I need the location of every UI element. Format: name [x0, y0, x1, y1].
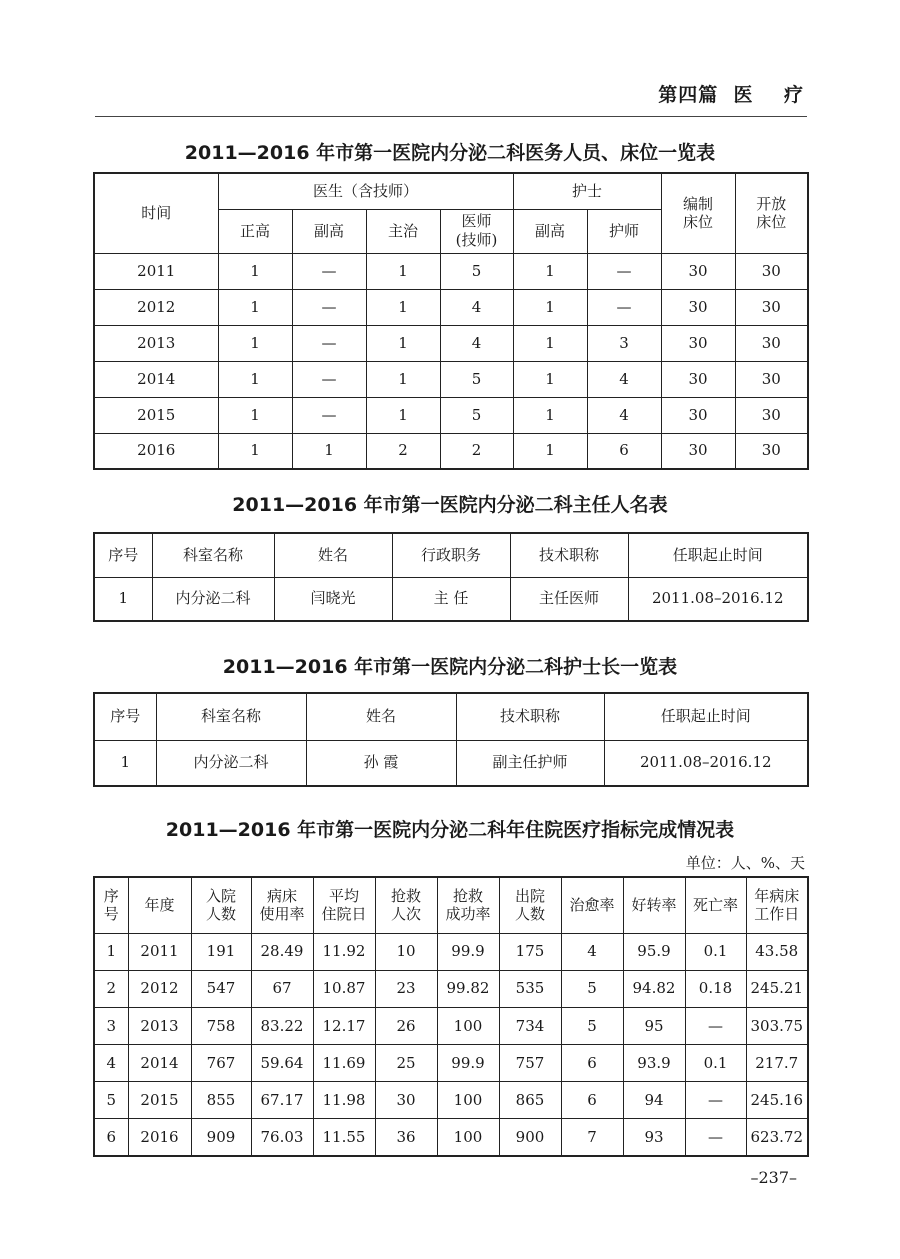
header-cell: 病床 使用率 [251, 877, 313, 933]
table-cell: 0.1 [685, 933, 746, 970]
table-row [94, 289, 808, 325]
subheader-cell: 副高 [292, 209, 366, 253]
table-cell: 26 [375, 1007, 437, 1044]
table-cell: 1 [366, 253, 440, 289]
table2-title: 2011—2016 年市第一医院内分泌二科主任人名表 [232, 494, 668, 516]
table-cell: 4 [94, 1044, 128, 1081]
table-cell: 909 [191, 1119, 251, 1156]
table-cell: 10 [375, 933, 437, 970]
table-cell: 10.87 [313, 970, 375, 1007]
header-cell: 任职起止时间 [604, 693, 808, 740]
table-cell: 2011 [128, 933, 191, 970]
table-cell: 6 [561, 1082, 623, 1119]
table-row [94, 433, 808, 469]
table-cell: 30 [735, 253, 808, 289]
table-row [94, 1082, 808, 1119]
table-cell: 59.64 [251, 1044, 313, 1081]
head-nurse-table [93, 692, 809, 787]
header-cell: 科室名称 [156, 693, 306, 740]
table-cell: 175 [499, 933, 561, 970]
table-cell: 3 [587, 325, 661, 361]
table-cell: 2 [440, 433, 513, 469]
table-cell: 43.58 [746, 933, 808, 970]
table-cell: 1 [513, 361, 587, 397]
table-cell: 67.17 [251, 1082, 313, 1119]
table-cell: 4 [561, 933, 623, 970]
table-cell: 25 [375, 1044, 437, 1081]
table-cell: 2013 [94, 325, 218, 361]
table-cell: 865 [499, 1082, 561, 1119]
table-cell: 1 [366, 361, 440, 397]
header-cell: 技术职称 [456, 693, 604, 740]
staff-bed-table [93, 172, 809, 470]
header-cell: 死亡率 [685, 877, 746, 933]
table-cell: 30 [661, 361, 735, 397]
table-cell: 30 [661, 325, 735, 361]
table-row [94, 397, 808, 433]
table-cell: 1 [94, 933, 128, 970]
table-cell: 83.22 [251, 1007, 313, 1044]
table-cell: 1 [513, 289, 587, 325]
table-cell: 5 [440, 361, 513, 397]
table-cell: 7 [561, 1119, 623, 1156]
table-cell: 900 [499, 1119, 561, 1156]
table4-title: 2011—2016 年市第一医院内分泌二科年住院医疗指标完成情况表 [165, 819, 735, 841]
table-cell: 2013 [128, 1007, 191, 1044]
table-cell: 1 [218, 361, 292, 397]
table-cell: 1 [94, 740, 156, 786]
table-cell: 4 [587, 397, 661, 433]
header-cell: 平均 住院日 [313, 877, 375, 933]
col-nurse-group: 护士 [513, 173, 661, 209]
table-cell: 23 [375, 970, 437, 1007]
table-cell: 2016 [94, 433, 218, 469]
col-time: 时间 [94, 173, 218, 253]
table-cell: 30 [661, 289, 735, 325]
table-cell: 535 [499, 970, 561, 1007]
table-cell: 100 [437, 1007, 499, 1044]
header-cell: 年度 [128, 877, 191, 933]
table-cell: 623.72 [746, 1119, 808, 1156]
subheader-cell: 副高 [513, 209, 587, 253]
table-cell: — [587, 253, 661, 289]
table-cell: 11.55 [313, 1119, 375, 1156]
table-cell: 1 [513, 397, 587, 433]
table-cell: 1 [513, 253, 587, 289]
table-cell: 1 [366, 397, 440, 433]
table-cell: 内分泌二科 [152, 577, 274, 621]
table-cell: 2015 [128, 1082, 191, 1119]
header-cell: 任职起止时间 [628, 533, 808, 577]
table-cell: 4 [440, 325, 513, 361]
table-cell: 内分泌二科 [156, 740, 306, 786]
table-cell: — [685, 1007, 746, 1044]
table-cell: 547 [191, 970, 251, 1007]
table-cell: — [292, 397, 366, 433]
subheader-cell: 正高 [218, 209, 292, 253]
table-cell: 5 [440, 397, 513, 433]
table-cell: — [292, 253, 366, 289]
table-cell: 30 [735, 433, 808, 469]
table-row [94, 970, 808, 1007]
table-cell: 12.17 [313, 1007, 375, 1044]
header-rule [95, 116, 807, 117]
table-row [94, 933, 808, 970]
director-table [93, 532, 809, 622]
table-cell: 1 [218, 325, 292, 361]
table-row [94, 361, 808, 397]
table-cell: 1 [218, 397, 292, 433]
table-cell: 1 [218, 433, 292, 469]
table-cell: 758 [191, 1007, 251, 1044]
table-cell: — [292, 361, 366, 397]
table-cell: 6 [561, 1044, 623, 1081]
table-cell: 30 [375, 1082, 437, 1119]
table-cell: — [685, 1082, 746, 1119]
subheader-cell: 主治 [366, 209, 440, 253]
header-cell: 抢救 成功率 [437, 877, 499, 933]
table-cell: 36 [375, 1119, 437, 1156]
table-cell: 30 [661, 397, 735, 433]
header-cell: 序号 [94, 533, 152, 577]
table-cell: 191 [191, 933, 251, 970]
table-cell: 2011.08–2016.12 [604, 740, 808, 786]
table-cell: 76.03 [251, 1119, 313, 1156]
table-row [94, 253, 808, 289]
table-cell: 93 [623, 1119, 685, 1156]
table-cell: 245.21 [746, 970, 808, 1007]
table-cell: 4 [587, 361, 661, 397]
table-cell: 4 [440, 289, 513, 325]
header-cell: 技术职称 [510, 533, 628, 577]
table-cell: 99.9 [437, 933, 499, 970]
table-cell: 2011 [94, 253, 218, 289]
table-cell: 闫晓光 [274, 577, 392, 621]
table-cell: 93.9 [623, 1044, 685, 1081]
table-cell: 100 [437, 1082, 499, 1119]
table-cell: 0.18 [685, 970, 746, 1007]
table-cell: 2 [94, 970, 128, 1007]
header-cell: 入院 人数 [191, 877, 251, 933]
table-cell: 11.98 [313, 1082, 375, 1119]
table-cell: 主任医师 [510, 577, 628, 621]
subheader-cell: 医师 (技师) [440, 209, 513, 253]
table-cell: 5 [561, 1007, 623, 1044]
table-cell: — [292, 325, 366, 361]
running-header: 第四篇 医 疗 [658, 84, 804, 106]
table-row [94, 1007, 808, 1044]
header-cell: 科室名称 [152, 533, 274, 577]
header-cell: 姓名 [306, 693, 456, 740]
table-cell: 2015 [94, 397, 218, 433]
table-cell: 67 [251, 970, 313, 1007]
unit-note: 单位：人、%、天 [685, 854, 805, 872]
table-cell: 757 [499, 1044, 561, 1081]
table-cell: — [685, 1119, 746, 1156]
subheader-cell: 护师 [587, 209, 661, 253]
table-cell: 1 [513, 433, 587, 469]
table-cell: 303.75 [746, 1007, 808, 1044]
table-cell: 94 [623, 1082, 685, 1119]
table-cell: 副主任护师 [456, 740, 604, 786]
table-cell: 30 [735, 397, 808, 433]
col-planned-beds: 编制 床位 [661, 173, 735, 253]
table-cell: 2012 [128, 970, 191, 1007]
table-cell: 245.16 [746, 1082, 808, 1119]
table-cell: 6 [587, 433, 661, 469]
table-cell: 2012 [94, 289, 218, 325]
table-cell: — [292, 289, 366, 325]
header-cell: 年病床 工作日 [746, 877, 808, 933]
table-cell: 3 [94, 1007, 128, 1044]
table-cell: 1 [292, 433, 366, 469]
table-row [94, 325, 808, 361]
table-row [94, 1044, 808, 1081]
table-cell: 99.9 [437, 1044, 499, 1081]
header-cell: 姓名 [274, 533, 392, 577]
table-cell: 30 [735, 325, 808, 361]
table-cell: 99.82 [437, 970, 499, 1007]
table-cell: 孙 霞 [306, 740, 456, 786]
col-doctor-group: 医生（含技师） [218, 173, 513, 209]
table-cell: 94.82 [623, 970, 685, 1007]
table-cell: 95 [623, 1007, 685, 1044]
table-cell: 1 [94, 577, 152, 621]
table-row [94, 1119, 808, 1156]
table-cell: 95.9 [623, 933, 685, 970]
table-cell: 1 [513, 325, 587, 361]
table-cell: 2016 [128, 1119, 191, 1156]
header-cell: 出院 人数 [499, 877, 561, 933]
page-number: –237– [750, 1168, 797, 1187]
header-cell: 行政职务 [392, 533, 510, 577]
table-cell: 100 [437, 1119, 499, 1156]
table-row [94, 577, 808, 621]
header-cell: 好转率 [623, 877, 685, 933]
table-cell: 11.92 [313, 933, 375, 970]
table-cell: 6 [94, 1119, 128, 1156]
table-cell: 2014 [128, 1044, 191, 1081]
table-cell: 5 [561, 970, 623, 1007]
inpatient-metrics-table [93, 876, 809, 1157]
table-cell: 30 [735, 361, 808, 397]
table-cell: 28.49 [251, 933, 313, 970]
table-cell: 1 [218, 289, 292, 325]
table-cell: 11.69 [313, 1044, 375, 1081]
table-cell: 217.7 [746, 1044, 808, 1081]
table-cell: 2014 [94, 361, 218, 397]
header-cell: 序 号 [94, 877, 128, 933]
table-cell: 1 [366, 289, 440, 325]
table-cell: 30 [735, 289, 808, 325]
table-cell: 767 [191, 1044, 251, 1081]
header-cell: 序号 [94, 693, 156, 740]
table-cell: 0.1 [685, 1044, 746, 1081]
table-cell: 主 任 [392, 577, 510, 621]
table-cell: 2 [366, 433, 440, 469]
table3-title: 2011—2016 年市第一医院内分泌二科护士长一览表 [222, 656, 678, 678]
table-cell: 1 [218, 253, 292, 289]
table-cell: 855 [191, 1082, 251, 1119]
table-cell: 2011.08–2016.12 [628, 577, 808, 621]
col-open-beds: 开放 床位 [735, 173, 808, 253]
header-cell: 抢救 人次 [375, 877, 437, 933]
table-cell: 734 [499, 1007, 561, 1044]
table-cell: 5 [440, 253, 513, 289]
table1-title: 2011—2016 年市第一医院内分泌二科医务人员、床位一览表 [184, 142, 716, 164]
table-cell: 30 [661, 253, 735, 289]
table-cell: — [587, 289, 661, 325]
table-cell: 1 [366, 325, 440, 361]
header-cell: 治愈率 [561, 877, 623, 933]
table-cell: 5 [94, 1082, 128, 1119]
table-row [94, 740, 808, 786]
table-cell: 30 [661, 433, 735, 469]
